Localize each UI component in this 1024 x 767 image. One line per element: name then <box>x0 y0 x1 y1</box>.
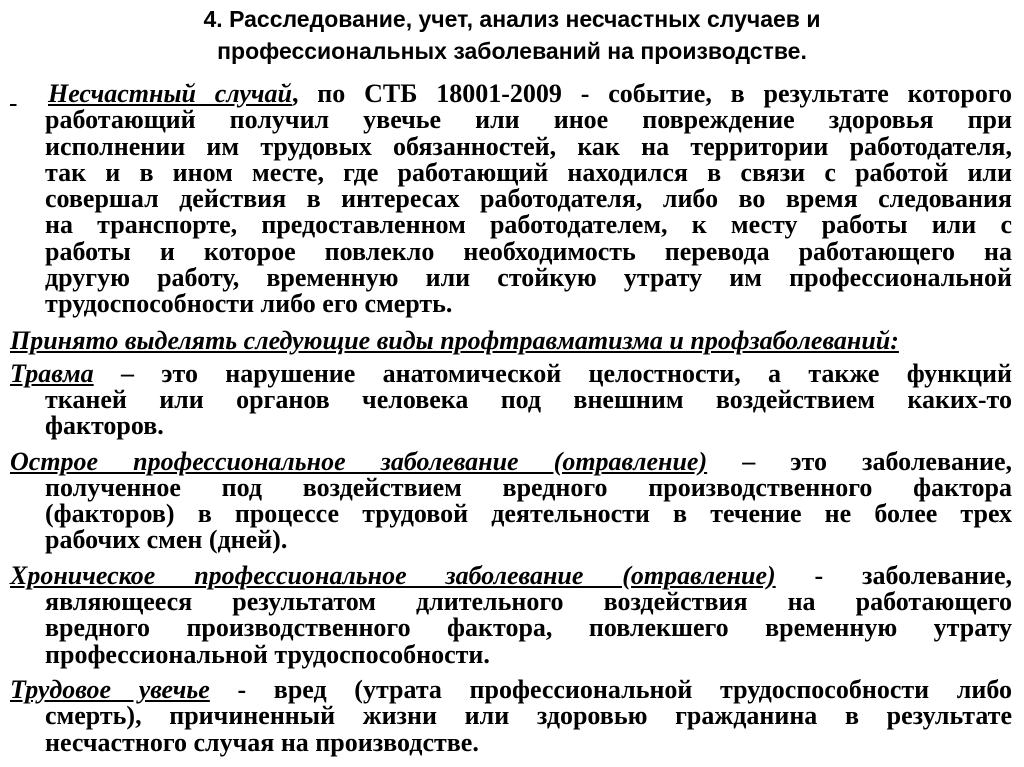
line-text: работающий получил увечье или иное повреждение здоровья при <box>45 105 1012 135</box>
slide-title <box>0 3 1024 67</box>
text-line <box>10 446 1012 476</box>
line-text: - заболевание, <box>775 560 1012 590</box>
slide-body <box>10 81 1012 765</box>
title-line-1: 4. Расследование, учет, анализ несчастных случаев и <box>203 6 821 32</box>
title-line-2: профессиональных заболеваний на производстве. <box>217 38 807 64</box>
text-line <box>10 236 1012 266</box>
line-text: несчастного случая на производстве. <box>45 727 479 757</box>
defined-term: Несчастный случай <box>48 79 292 108</box>
paragraph-accident-definition <box>10 81 1012 318</box>
text-line <box>10 472 1012 502</box>
line-text: – это нарушение анатомической целостности, а также функций <box>93 358 1012 388</box>
line-text: другую работу, временную или стойкую утрату им профессиональной <box>45 263 1012 293</box>
text-line <box>10 727 1012 757</box>
text-line <box>10 107 1012 133</box>
text-line <box>10 186 1012 212</box>
text-line <box>10 212 1012 238</box>
line-text: факторов. <box>45 411 164 441</box>
text-line <box>10 291 1012 317</box>
text-line <box>10 265 1012 291</box>
line-text: (факторов) в процессе трудовой деятельности в течение не более трех <box>45 499 1012 529</box>
text-line <box>10 703 1012 729</box>
text-line <box>10 560 1012 590</box>
text-line <box>10 157 1012 187</box>
line-text: - вред (утрата профессиональной трудоспособности либо <box>209 674 1012 704</box>
defined-term: Травма <box>10 358 94 388</box>
text-line <box>10 501 1012 527</box>
text-line <box>10 131 1012 161</box>
indent <box>10 81 48 107</box>
text-line <box>10 527 1012 553</box>
line-text: совершал действия в интересах работодателя, либо во время следования <box>45 184 1012 214</box>
line-text: так и в ином месте, где работающий находился в связи с работой или <box>45 157 1012 187</box>
line-text: на транспорте, предоставленном работодателем, к месту работы или с <box>45 210 1012 240</box>
line-text: работы и которое повлекло необходимость перевода работающего на <box>45 236 1012 266</box>
line-text: рабочих смен (дней). <box>45 525 288 555</box>
line-text: тканей или органов человека под внешним воздействием каких-то <box>45 384 1012 414</box>
defined-term: Трудовое увечье <box>10 674 210 704</box>
line-text: – это заболевание, <box>707 446 1012 476</box>
line-text: , по СТБ 18001-2009 - событие, в результате которого <box>291 79 1013 108</box>
line-text: полученное под воздействием вредного производственного фактора <box>45 472 1012 502</box>
definitions-list <box>10 358 1012 757</box>
text-line <box>10 81 1012 107</box>
line-text: являющееся результатом длительного воздействия на работающего <box>45 587 1012 617</box>
text-line <box>10 639 1012 669</box>
definition-paragraph <box>10 358 1012 441</box>
text-line <box>10 384 1012 414</box>
text-line <box>10 615 1012 641</box>
line-text: трудоспособности либо его смерть. <box>45 289 453 319</box>
definition-paragraph <box>10 674 1012 757</box>
text-line <box>10 358 1012 388</box>
definition-paragraph <box>10 560 1012 669</box>
text-line <box>10 413 1012 439</box>
text-line <box>10 589 1012 615</box>
defined-term: Острое профессиональное заболевание (отравление) <box>10 446 708 476</box>
text-line <box>10 674 1012 704</box>
defined-term: Хроническое профессиональное заболевание (отравление) <box>10 560 776 590</box>
line-text: исполнении им трудовых обязанностей, как на территории работодателя, <box>45 131 1012 161</box>
section-heading: Принято выделять следующие виды профтравматизма и профзаболеваний: <box>10 325 899 355</box>
line-text: профессиональной трудоспособности. <box>45 639 490 669</box>
line-text: смерть), причиненный жизни или здоровью гражданина в результате <box>45 701 1012 731</box>
definition-paragraph <box>10 446 1012 555</box>
line-text: вредного производственного фактора, повлекшего временную утрату <box>45 613 1012 643</box>
